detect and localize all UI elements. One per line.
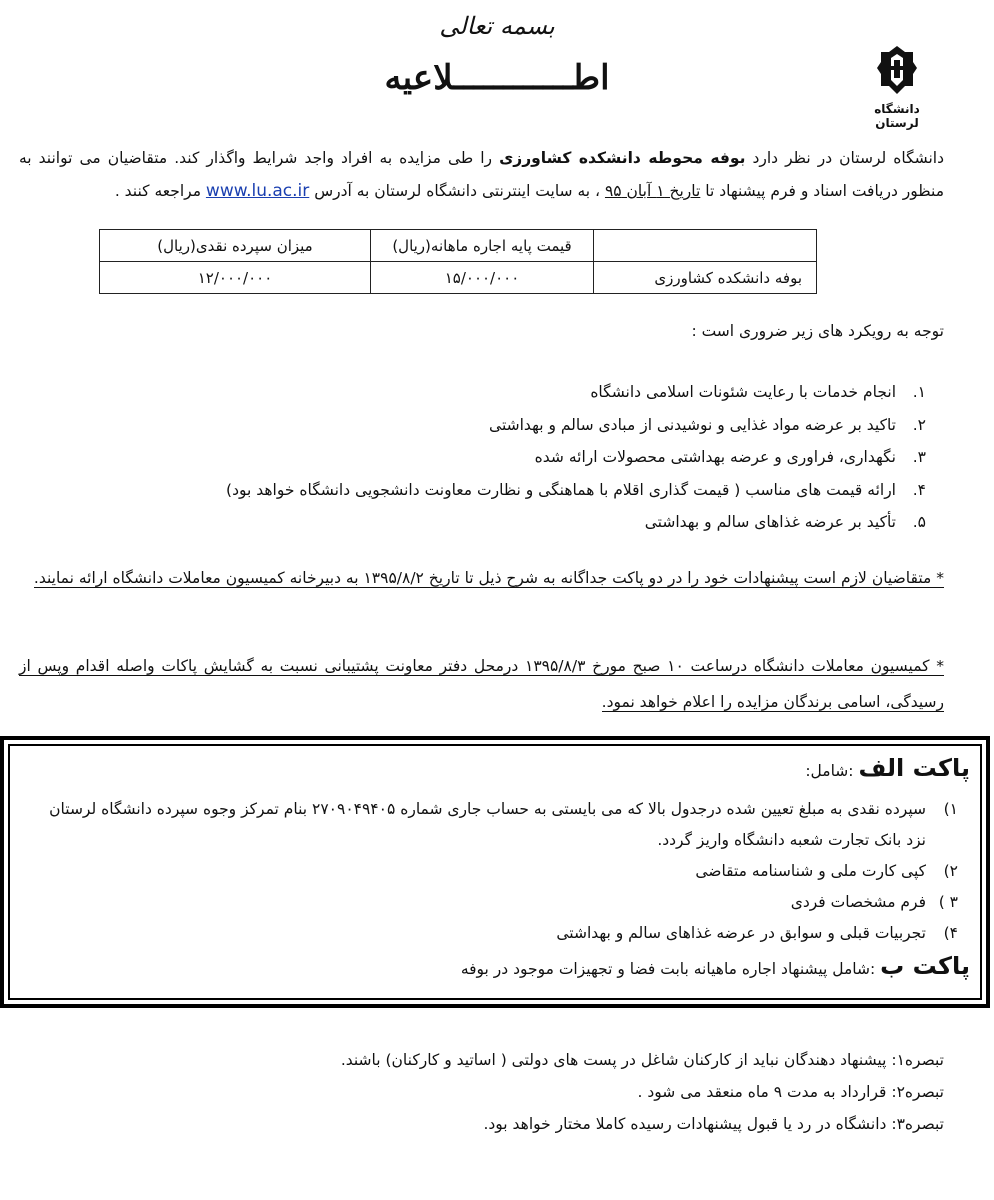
packet-b-suffix: :شامل پیشنهاد اجاره ماهیانه بابت فضا و تجهیزات موجود در بوفه [460, 960, 881, 978]
intro-paragraph [19, 142, 944, 208]
table-header: قیمت پایه اجاره ماهانه(ریال) [371, 230, 594, 262]
list-text: تجربیات قبلی و سوابق در عرضه غذاهای سالم و بهداشتی [556, 924, 926, 942]
requirements-list [46, 376, 926, 539]
list-item [46, 506, 926, 539]
list-item [38, 856, 958, 887]
intro-text-2: را طی مزایده به افراد واجد شرایط واگذار کند. متقاضیان می توانند به منظور دریافت اسناد و فرم پیشنهاد تا [19, 149, 944, 200]
packet-b-title: پاکت ب [880, 952, 970, 980]
list-item [38, 887, 958, 918]
price-table [99, 229, 817, 294]
list-item [46, 409, 926, 442]
note-line: تبصره۳: دانشگاه در رد یا قبول پیشنهادات رسیده کاملا مختار خواهد بود. [483, 1115, 944, 1133]
list-number: ۴. [912, 480, 926, 499]
packet-a-suffix: :شامل: [805, 762, 859, 780]
packet-a-list [38, 794, 958, 949]
note-text: * کمیسیون معاملات دانشگاه درساعت ۱۰ صبح مورخ ۱۳۹۵/۸/۳ درمحل دفتر معاونت پشتیبانی نسبت به گشایش پاکات واصله اقدام وپس از رسیدگی، اسامی برندگان مزایده را اعلام خواهد نمود. [19, 657, 944, 711]
list-text: تأکید بر عرضه غذاهای سالم و بهداشتی [644, 513, 896, 531]
list-number: ۲) [943, 862, 958, 880]
table-header [594, 230, 817, 262]
list-number: ۴) [943, 924, 958, 942]
table-header-row [100, 230, 817, 262]
list-text: سپرده نقدی به مبلغ تعیین شده درجدول بالا که می بایستی به حساب جاری شماره ۲۷۰۹۰۴۹۴۰۵ بنام تمرکز وجوه سپرده دانشگاه لرستان نزد بانک تجارت شعبه دانشگاه واریز گردد. [49, 800, 926, 849]
list-text: ارائه قیمت های مناسب ( قیمت گذاری اقلام با هماهنگی و نظارت معاونت دانشجویی دانشگاه خواهد بود) [226, 480, 896, 499]
opening-session-note [19, 648, 944, 720]
table-cell: ۱۵/۰۰۰/۰۰۰ [371, 262, 594, 294]
list-number: ۱. [912, 383, 926, 401]
list-text: تاکید بر عرضه مواد غذایی و نوشیدنی از مبادی سالم و بهداشتی [489, 415, 896, 434]
notes-section [341, 1044, 944, 1140]
list-text: کپی کارت ملی و شناسنامه متقاضی [695, 862, 926, 880]
table-row [100, 262, 817, 294]
university-logo [862, 44, 932, 130]
bismillah-heading: بسمه تعالی [439, 12, 555, 40]
logo-caption: دانشگاه لرستان [874, 102, 920, 130]
website-link[interactable]: www.lu.ac.ir [205, 181, 310, 201]
packets-box [0, 736, 990, 1008]
list-item [38, 918, 958, 949]
list-number: ۳. [912, 448, 926, 466]
list-number: ۳ ) [938, 893, 958, 911]
list-text: فرم مشخصات فردی [790, 893, 926, 911]
notice-heading: توجه به رویکرد های زیر ضروری است : [691, 322, 944, 340]
table-cell: بوفه دانشکده کشاورزی [594, 262, 817, 294]
list-text: انجام خدمات با رعایت شئونات اسلامی دانشگاه [590, 383, 896, 401]
list-item [46, 441, 926, 474]
intro-subject: بوفه محوطه دانشکده کشاورزی [499, 149, 746, 167]
table-header: میزان سپرده نقدی(ریال) [100, 230, 371, 262]
intro-text-1: دانشگاه لرستان در نظر دارد [745, 149, 945, 167]
packets-inner-frame [8, 744, 982, 1000]
list-item [46, 376, 926, 409]
list-text: نگهداری، فراوری و عرضه بهداشتی محصولات ارائه شده [534, 448, 896, 466]
intro-deadline: تاریخ ۱ آبان ۹۵ [604, 182, 701, 200]
packet-a-heading [805, 754, 970, 782]
note-text: * متقاضیان لازم است پیشنهادات خود را در دو پاکت جداگانه به شرح ذیل تا تاریخ ۱۳۹۵/۸/۲ به دبیرخانه کمیسیون معاملات دانشگاه ارائه نمایند. [33, 569, 944, 587]
list-number: ۲. [912, 415, 926, 434]
note-line: تبصره۱: پیشنهاد دهندگان نباید از کارکنان شاغل در پست های دولتی ( اساتید و کارکنان) باشند. [340, 1051, 944, 1069]
intro-text-4: مراجعه کنند . [114, 182, 206, 200]
note-line: تبصره۲: قرارداد به مدت ۹ ماه منعقد می شود . [637, 1083, 944, 1101]
list-number: ۱) [943, 800, 958, 818]
list-item [46, 474, 926, 507]
table-cell: ۱۲/۰۰۰/۰۰۰ [100, 262, 371, 294]
packet-b-heading [461, 952, 970, 980]
list-number: ۵. [912, 513, 926, 531]
submission-deadline-note [19, 560, 944, 596]
packet-a-title: پاکت الف [858, 754, 970, 782]
logo-emblem-icon [875, 44, 919, 96]
intro-text-3: ، به سایت اینترنتی دانشگاه لرستان به آدرس [309, 182, 605, 200]
list-item [38, 794, 958, 856]
page-title: اطــــــــــــلاعیه [384, 58, 610, 98]
